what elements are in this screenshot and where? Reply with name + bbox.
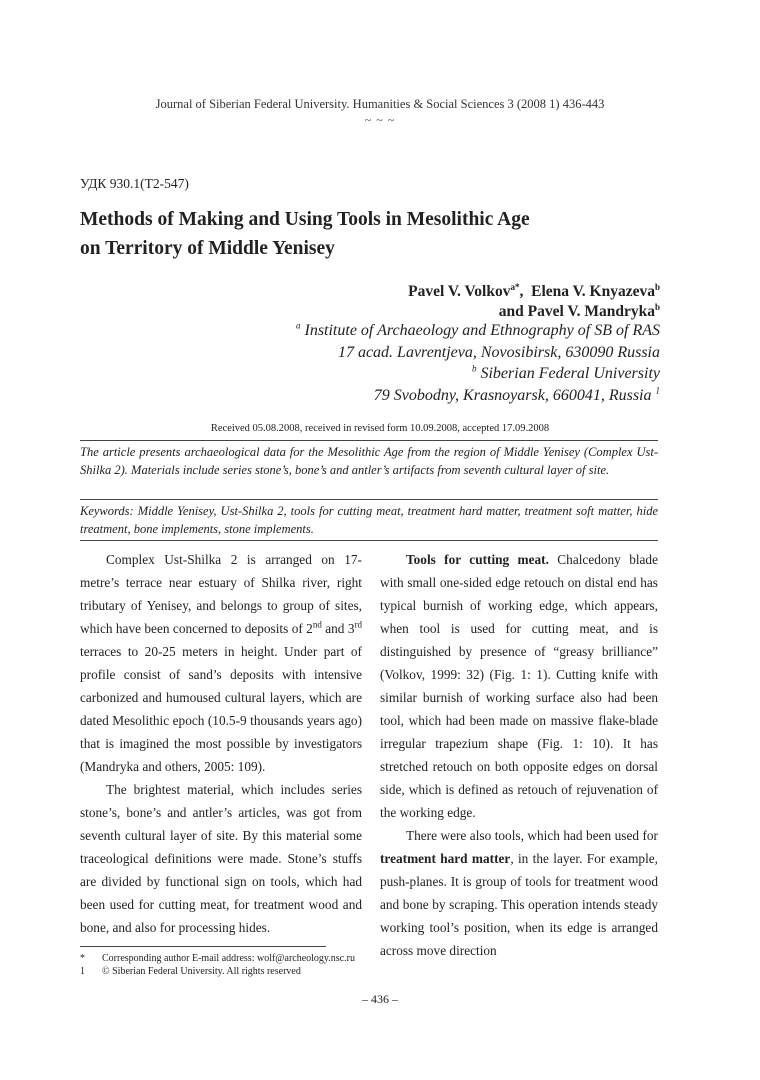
page-number: – 436 – xyxy=(362,992,398,1006)
title-line-2: on Territory of Middle Yenisey xyxy=(80,238,335,259)
affiliation-b xyxy=(296,363,660,385)
received-dates: Received 05.08.2008, received in revised form 10.09.2008, accepted 17.09.2008 xyxy=(210,423,550,434)
article-title xyxy=(80,205,680,263)
affiliation-a-sup: a xyxy=(295,320,301,331)
footnote-2-mark: 1 xyxy=(80,966,85,977)
paragraph-4-bold: treatment hard matter xyxy=(380,851,511,866)
paragraph-1-text-c: terraces to 20-25 meters in height. Under part of profile consist of sand’s deposits with intensive carbonized and humoused cultural layers, which are dated Mesolithic epoch (10.5-9 thousands years ago) that is imagined the most possible by investigators (Mandryka and others, 2005: 109). xyxy=(80,644,362,774)
paragraph-1-sup-nd: nd xyxy=(312,619,322,630)
footnote-1 xyxy=(80,953,355,965)
abstract-top-rule xyxy=(80,440,658,441)
affiliation-b-sup: b xyxy=(471,363,477,374)
title-line-1: Methods of Making and Using Tools in Mesolithic Age xyxy=(80,209,530,230)
affiliation-a-address: 17 acad. Lavrentjeva, Novosibirsk, 630090 Russia xyxy=(337,343,660,361)
paragraph-1-text-b: and 3 xyxy=(321,621,355,636)
affiliation-b-address-sup: 1 xyxy=(655,385,660,396)
affiliation-b-address-line xyxy=(296,385,660,407)
author-volkov-sup: a* xyxy=(510,281,520,292)
footnote-1-text: Corresponding author E-mail address: wolf@archeology.nsc.ru xyxy=(102,953,355,964)
author-mandryka: and Pavel V. Mandryka xyxy=(498,303,655,320)
journal-header: Journal of Siberian Federal University. Humanities & Social Sciences 3 (2008 1) 436-443 xyxy=(155,97,605,111)
keywords-divider xyxy=(80,499,658,500)
paragraph-4 xyxy=(380,824,658,962)
body-column-right xyxy=(380,548,658,962)
author-knyazeva: Elena V. Knyazeva xyxy=(531,283,655,300)
authors-line-2 xyxy=(408,302,660,322)
paragraph-4-text-a: There were also tools, which had been used for xyxy=(406,828,658,843)
affiliation-b-address: 79 Svobodny, Krasnoyarsk, 660041, Russia xyxy=(373,386,652,404)
affiliation-a xyxy=(296,320,660,342)
paragraph-1-sup-rd: rd xyxy=(354,619,363,630)
paragraph-2: The brightest material, which includes series stone’s, bone’s and antler’s articles, was got from seventh cultural layer of site. By this material some traceological definitions were made. Stone’s stuffs are divided by functional sign on tools, which had been used for cutting meat, for treatment wood and bone, and also for processing hides. xyxy=(80,782,362,935)
footnote-2 xyxy=(80,966,301,978)
keywords: Keywords: Middle Yenisey, Ust-Shilka 2, tools for cutting meat, treatment hard matter, treatment soft matter, hide treatment, bone implements, stone implements. xyxy=(80,504,658,536)
paragraph-3-heading: Tools for cutting meat. xyxy=(406,552,549,567)
author-volkov: Pavel V. Volkov xyxy=(408,283,511,300)
author-mandryka-sup: b xyxy=(654,301,660,312)
paragraph-4-text-b: , in the layer. For example, push-planes. It is group of tools for treatment wood and bone by scraping. This operation intends steady working tool’s position, when its edge is arranged across move direction xyxy=(380,851,658,958)
footnote-rule xyxy=(80,946,326,947)
paragraph-1 xyxy=(80,548,362,778)
paragraph-3 xyxy=(380,548,658,824)
authors xyxy=(408,282,660,322)
footnote-2-text: © Siberian Federal University. All rights reserved xyxy=(102,966,301,977)
header-ornament: ~ ~ ~ xyxy=(364,113,396,127)
abstract: The article presents archaeological data for the Mesolithic Age from the region of Middle Yenisey (Complex Ust-Shilka 2). Materials include series stone’s, bone’s and antler’s artifacts from seventh cultural layer of site. xyxy=(80,445,658,477)
body-column-left xyxy=(80,548,362,939)
udk-code: УДК 930.1(Т2-547) xyxy=(80,176,189,191)
author-knyazeva-sup: b xyxy=(654,281,660,292)
affiliations xyxy=(296,320,660,406)
paragraph-3-text: Chalcedony blade with small one-sided edge retouch on distal end has typical burnish of working edge, which appears, when tool is used for cutting meat, and is distinguished by presence of “greasy brilliance” (Volkov, 1999: 32) (Fig. 1: 1). Cutting knife with similar burnish of working surface also had been tool, which had been made on massive flake-blade irregular trapezium shape (Fig. 1: 10). It has stretched retouch on both opposite edges on dorsal side, which is defined as retouch of rejuvenation of the working edge. xyxy=(380,552,658,820)
paragraph-1-text-a: Complex Ust-Shilka 2 is arranged on 17-metre’s terrace near estuary of Shilka river, right tributary of Yenisey, and belongs to group of sites, which have been concerned to deposits of 2 xyxy=(80,552,362,636)
footnote-1-mark: * xyxy=(80,953,85,964)
affiliation-b-name: Siberian Federal University xyxy=(480,365,660,382)
affiliation-a-name: Institute of Archaeology and Ethnography of SB of RAS xyxy=(304,322,660,339)
authors-line-1: Pavel V. Volkov$^{a*}$, Elena V. Knyazeva$^b$ xyxy=(408,281,660,300)
keywords-bottom-rule xyxy=(80,540,658,541)
